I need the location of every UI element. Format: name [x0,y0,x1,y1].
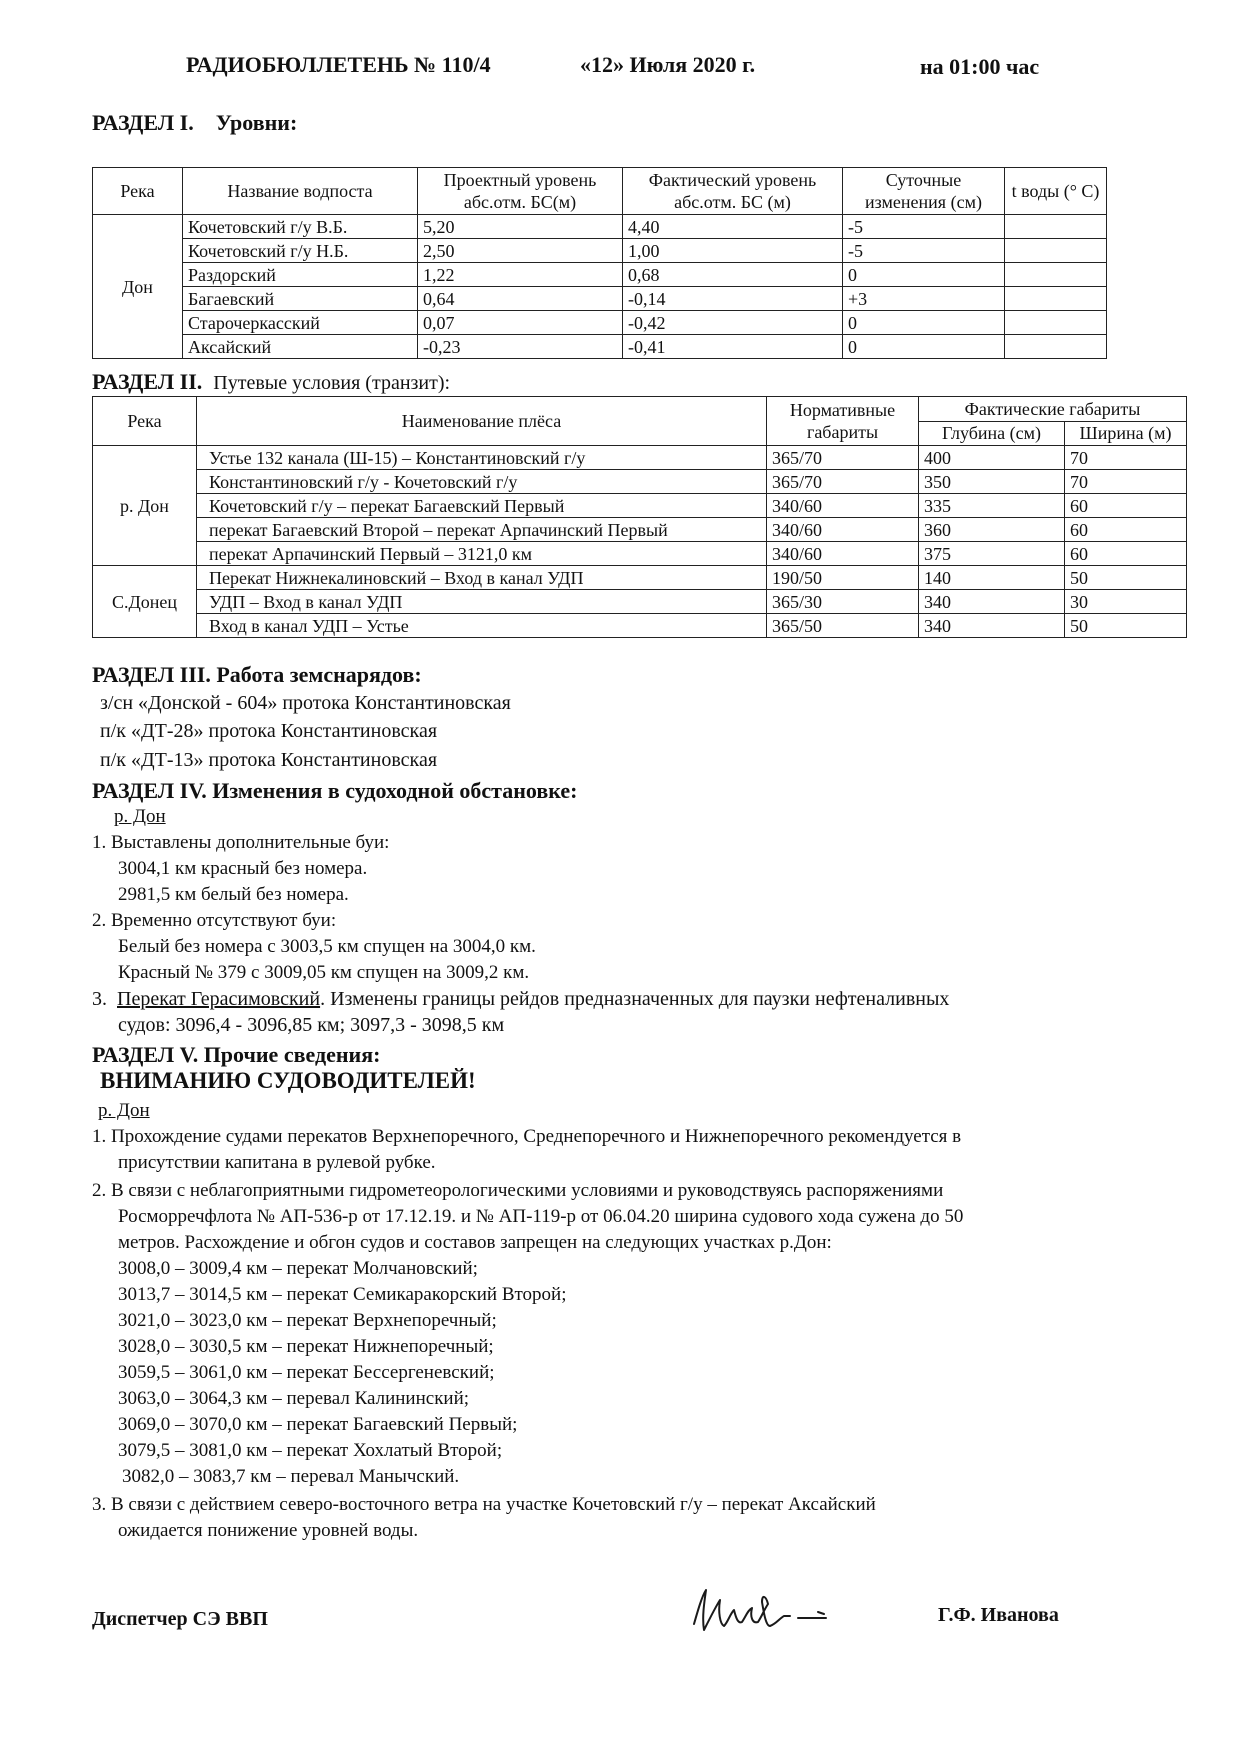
section4-item2: 2. Временно отсутствуют буи: [92,910,337,931]
levels-change: 0 [843,335,1005,359]
transit-col-actual: Фактические габариты [919,397,1187,422]
transit-col-normative: Нормативные габариты [767,397,919,446]
dredger-line: п/к «ДТ-13» протока Константиновская [100,749,438,771]
levels-design: 0,07 [418,311,623,335]
table-row [93,239,1107,263]
levels-river-cell: Дон [93,215,183,359]
levels-col-temp: t воды (° С) [1005,168,1107,215]
levels-post: Аксайский [183,335,418,359]
dispatcher-name: Г.Ф. Иванова [938,1604,1059,1626]
transit-width: 70 [1065,446,1187,470]
table-row [93,494,1187,518]
levels-actual: 1,00 [623,239,843,263]
transit-width: 70 [1065,470,1187,494]
levels-temp [1005,239,1107,263]
transit-norm: 365/30 [767,590,919,614]
transit-col-depth: Глубина (см) [919,421,1065,446]
levels-design: 0,64 [418,287,623,311]
levels-col-post: Название водпоста [183,168,418,215]
transit-depth: 335 [919,494,1065,518]
attention-heading: ВНИМАНИЮ СУДОВОДИТЕЛЕЙ! [100,1068,476,1093]
notice1-line2: присутствии капитана в рулевой рубке. [118,1152,436,1173]
section2-title: Путевые условия (транзит): [213,372,451,394]
transit-depth: 340 [919,614,1065,638]
transit-width: 30 [1065,590,1187,614]
transit-depth: 350 [919,470,1065,494]
section1-title: Уровни: [215,110,298,135]
transit-width: 50 [1065,614,1187,638]
levels-temp [1005,335,1107,359]
restricted-segment: 3028,0 – 3030,5 км – перекат Нижнепоречный; [118,1336,494,1357]
levels-temp [1005,263,1107,287]
levels-col-change: Суточные изменения (см) [843,168,1005,215]
transit-norm: 365/70 [767,470,919,494]
levels-post: Кочетовский г/у В.Б. [183,215,418,239]
section2-number: РАЗДЕЛ II. [92,369,203,394]
section5-river: р. Дон [98,1100,150,1121]
notice2-line1: 2. В связи с неблагоприятными гидрометеорологическими условиями и руководствуясь распоряжениями [92,1180,944,1201]
levels-change: +3 [843,287,1005,311]
table-row [93,614,1187,638]
table-row [93,590,1187,614]
levels-post: Кочетовский г/у Н.Б. [183,239,418,263]
buoy-line: 2981,5 км белый без номера. [118,884,349,905]
section3-title: РАЗДЕЛ III. Работа земснарядов: [92,662,422,687]
transit-norm: 365/50 [767,614,919,638]
dispatcher-position: Диспетчер СЭ ВВП [92,1608,268,1630]
table-row [93,311,1107,335]
buoy-line: Красный № 379 с 3009,05 км спущен на 3009,2 км. [118,962,530,983]
item3-number: 3. [92,988,107,1010]
levels-temp [1005,287,1107,311]
transit-norm: 340/60 [767,542,919,566]
levels-actual: -0,42 [623,311,843,335]
levels-design: -0,23 [418,335,623,359]
notice1-line1: 1. Прохождение судами перекатов Верхнепоречного, Среднепоречного и Нижнепоречного рекомендуется в [92,1126,962,1147]
transit-depth: 375 [919,542,1065,566]
notice3-line2: ожидается понижение уровней воды. [118,1520,419,1541]
transit-col-reach: Наименование плёса [197,397,767,446]
levels-post: Багаевский [183,287,418,311]
dredger-line: з/сн «Донской - 604» протока Константиновская [100,692,511,714]
restricted-segment: 3082,0 – 3083,7 км – перевал Манычский. [122,1466,460,1487]
section4-item1: 1. Выставлены дополнительные буи: [92,832,390,853]
restricted-segment: 3063,0 – 3064,3 км – перевал Калининский; [118,1388,470,1409]
bulletin-title: РАДИОБЮЛЛЕТЕНЬ № 110/4 [186,52,491,77]
table-row [93,263,1107,287]
transit-reach: Константиновский г/у - Кочетовский г/у [197,470,767,494]
notice2-line3: метров. Расхождение и обгон судов и составов запрещен на следующих участках р.Дон: [118,1232,832,1253]
table-row [93,542,1187,566]
levels-temp [1005,311,1107,335]
levels-change: 0 [843,263,1005,287]
transit-river-cell: С.Донец [93,566,197,638]
restricted-segment: 3013,7 – 3014,5 км – перекат Семикаракорский Второй; [118,1284,567,1305]
section1-heading [92,110,297,136]
levels-actual: -0,14 [623,287,843,311]
transit-depth: 400 [919,446,1065,470]
transit-norm: 340/60 [767,494,919,518]
levels-change: 0 [843,311,1005,335]
table-row [93,215,1107,239]
bulletin-time: на 01:00 час [920,54,1040,79]
levels-actual: 0,68 [623,263,843,287]
transit-norm: 190/50 [767,566,919,590]
levels-actual: -0,41 [623,335,843,359]
transit-river-cell: р. Дон [93,446,197,566]
levels-header-row [93,168,1107,215]
restricted-segment: 3059,5 – 3061,0 км – перекат Бессергеневский; [118,1362,495,1383]
buoy-line: Белый без номера с 3003,5 км спущен на 3004,0 км. [118,936,536,957]
bulletin-date: «12» Июля 2020 г. [580,52,756,77]
levels-change: -5 [843,239,1005,263]
transit-col-width: Ширина (м) [1065,421,1187,446]
signature-graphic [686,1582,856,1642]
restricted-segment: 3079,5 – 3081,0 км – перекат Хохлатый Второй; [118,1440,503,1461]
transit-norm: 365/70 [767,446,919,470]
levels-col-actual: Фактический уровень абс.отм. БС (м) [623,168,843,215]
table-row [93,518,1187,542]
section4-title: РАЗДЕЛ IV. Изменения в судоходной обстановке: [92,778,578,803]
transit-width: 60 [1065,494,1187,518]
table-row [93,335,1107,359]
table-row [93,287,1107,311]
transit-norm: 340/60 [767,518,919,542]
transit-col-river: Река [93,397,197,446]
transit-width: 50 [1065,566,1187,590]
item3-place: Перекат Герасимовский [117,988,321,1010]
levels-post: Раздорский [183,263,418,287]
dredger-line: п/к «ДТ-28» протока Константиновская [100,720,438,742]
table-row [93,470,1187,494]
transit-reach: перекат Арпачинский Первый – 3121,0 км [197,542,767,566]
section2-heading [92,369,450,395]
table-row [93,446,1187,470]
buoy-line: 3004,1 км красный без номера. [118,858,368,879]
levels-col-river: Река [93,168,183,215]
section4-item3 [92,988,1182,1011]
levels-table [92,167,1107,359]
transit-reach: УДП – Вход в канал УДП [197,590,767,614]
levels-temp [1005,215,1107,239]
transit-reach: Кочетовский г/у – перекат Багаевский Первый [197,494,767,518]
notice2-line2: Росморречфлота № АП-536-р от 17.12.19. и № АП-119-р от 06.04.20 ширина судового хода сужена до 50 [118,1206,964,1227]
levels-actual: 4,40 [623,215,843,239]
transit-reach: перекат Багаевский Второй – перекат Арпачинский Первый [197,518,767,542]
section4-river: р. Дон [114,806,166,827]
levels-post: Старочеркасский [183,311,418,335]
restricted-segment: 3069,0 – 3070,0 км – перекат Багаевский Первый; [118,1414,518,1435]
levels-design: 1,22 [418,263,623,287]
levels-change: -5 [843,215,1005,239]
levels-design: 2,50 [418,239,623,263]
transit-table [92,396,1187,638]
transit-reach: Перекат Нижнекалиновский – Вход в канал УДП [197,566,767,590]
restricted-segment: 3021,0 – 3023,0 км – перекат Верхнепоречный; [118,1310,497,1331]
transit-width: 60 [1065,542,1187,566]
section4-item3-line2: судов: 3096,4 - 3096,85 км; 3097,3 - 3098,5 км [118,1014,505,1036]
transit-depth: 360 [919,518,1065,542]
notice3-line1: 3. В связи с действием северо-восточного ветра на участке Кочетовский г/у – перекат Аксайский [92,1494,876,1515]
transit-reach: Устье 132 канала (Ш-15) – Константиновский г/у [197,446,767,470]
transit-depth: 340 [919,590,1065,614]
section5-title: РАЗДЕЛ V. Прочие сведения: [92,1042,381,1067]
levels-col-design: Проектный уровень абс.отм. БС(м) [418,168,623,215]
section1-number: РАЗДЕЛ I. [92,110,194,135]
transit-header-row [93,397,1187,422]
item3-text: . Изменены границы рейдов предназначенных для паузки нефтеналивных [320,988,950,1010]
levels-design: 5,20 [418,215,623,239]
transit-width: 60 [1065,518,1187,542]
signature [686,1582,856,1642]
transit-depth: 140 [919,566,1065,590]
table-row [93,566,1187,590]
transit-reach: Вход в канал УДП – Устье [197,614,767,638]
restricted-segment: 3008,0 – 3009,4 км – перекат Молчановский; [118,1258,478,1279]
